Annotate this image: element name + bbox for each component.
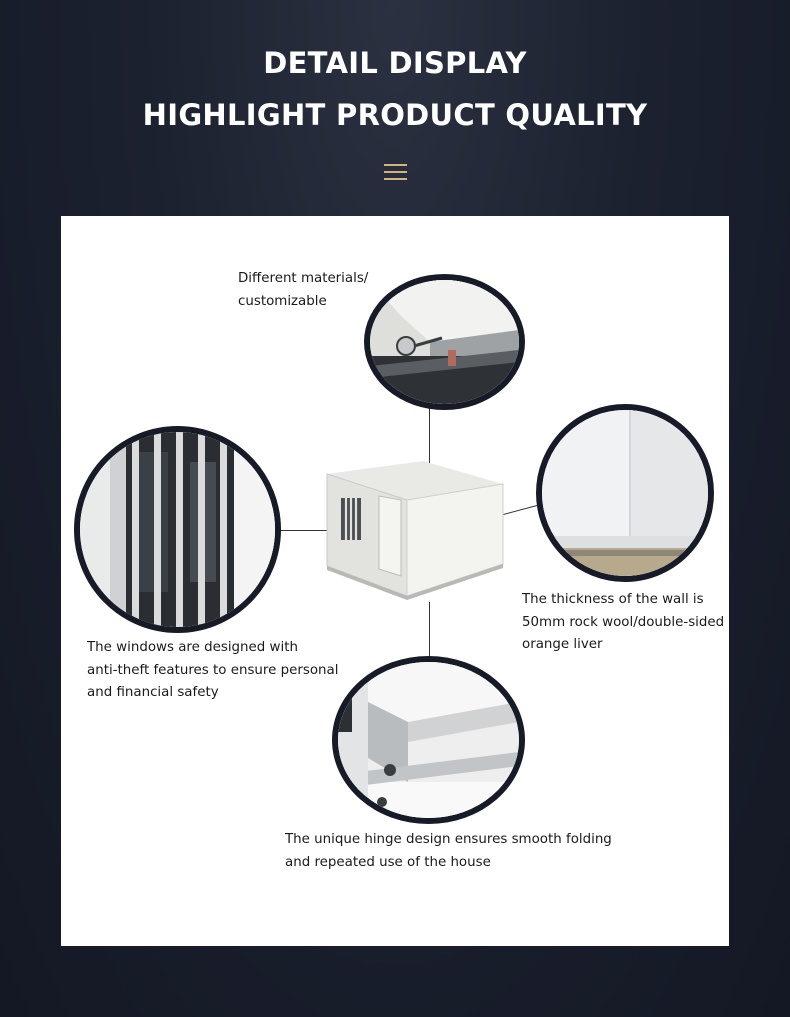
detail-panel [61,216,729,946]
materials-detail-circle [364,274,525,410]
wall-detail-circle [536,404,714,582]
connector-line-bottom [429,602,430,656]
windows-detail-circle [74,426,281,633]
hinge-detail-circle [332,656,525,824]
caption-materials: Different materials/ customizable [238,271,369,309]
caption-wall: The thickness of the wall is 50mm rock wool/double-sided orange liver [522,592,725,652]
menu-icon [384,164,407,180]
page-title-line1: DETAIL DISPLAY [263,46,527,80]
caption-windows: The windows are designed with anti-theft features to ensure personal and financial safety [87,640,339,700]
page-title-line2: HIGHLIGHT PRODUCT QUALITY [142,98,648,132]
caption-hinge: The unique hinge design ensures smooth folding and repeated use of the house [285,832,612,870]
container-house-image [323,456,513,606]
connector-line-top [429,404,430,464]
